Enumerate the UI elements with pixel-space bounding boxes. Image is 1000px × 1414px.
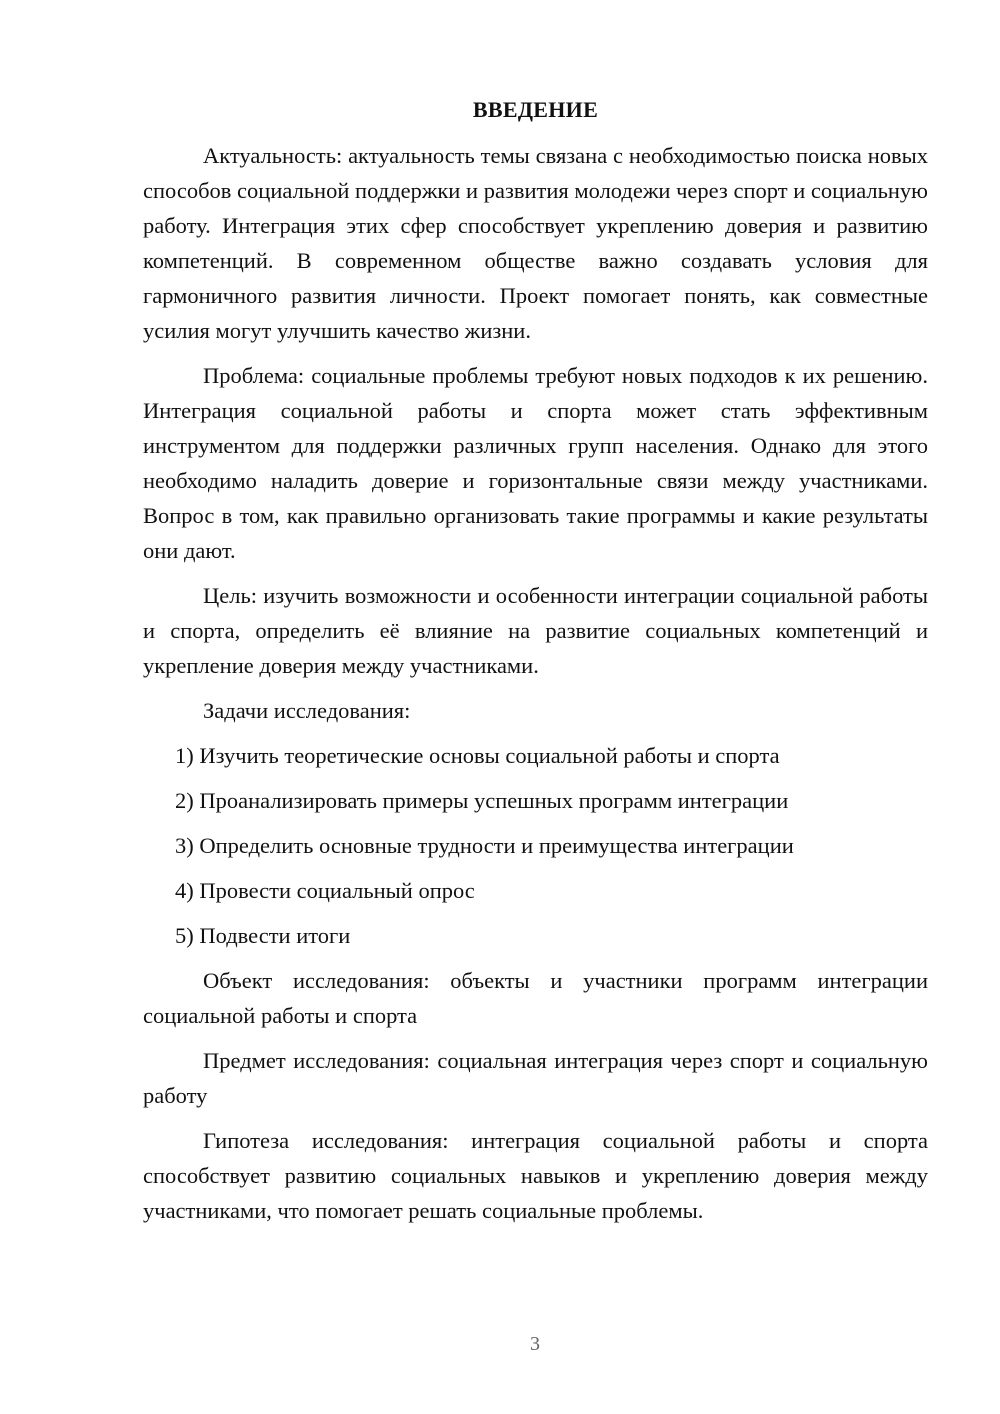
paragraph-relevance: Актуальность: актуальность темы связана с необходимостью поиска новых способов социальной поддержки и развития молодежи через спорт и социальную работу. Интеграция этих сфер способствует укреплению доверия и развитию компетенций. В современном обществе важно создавать условия для гармоничного развития личности. Проект помогает понять, как совместные усилия могут улучшить качество жизни. [143, 143, 928, 343]
paragraph-hypothesis: Гипотеза исследования: интеграция социальной работы и спорта способствует развитию социальных навыков и укреплению доверия между участниками, что помогает решать социальные проблемы. [143, 1128, 928, 1223]
section-title: ВВЕДЕНИЕ [472, 97, 599, 122]
paragraph-subject: Предмет исследования: социальная интеграция через спорт и социальную работу [143, 1048, 928, 1108]
tasks-label: Задачи исследования: [203, 698, 411, 723]
paragraph-goal: Цель: изучить возможности и особенности интеграции социальной работы и спорта, определить её влияние на развитие социальных компетенций и укрепление доверия между участниками. [143, 583, 928, 678]
task-list [143, 738, 928, 953]
task-item: 3) Определить основные трудности и преимущества интеграции [175, 833, 794, 858]
task-item: 2) Проанализировать примеры успешных программ интеграции [175, 788, 789, 813]
page-content [143, 92, 928, 1238]
task-item: 4) Провести социальный опрос [175, 878, 475, 903]
task-item: 1) Изучить теоретические основы социальной работы и спорта [175, 743, 780, 768]
page-number: 3 [530, 1333, 540, 1355]
paragraph-problem: Проблема: социальные проблемы требуют новых подходов к их решению. Интеграция социальной работы и спорта может стать эффективным инструментом для поддержки различных групп населения. Однако для этого необходимо наладить доверие и горизонтальные связи между участниками. Вопрос в том, как правильно организовать такие программы и какие результаты они дают. [143, 363, 928, 563]
paragraph-object: Объект исследования: объекты и участники программ интеграции социальной работы и спорта [143, 968, 928, 1028]
task-item: 5) Подвести итоги [175, 923, 351, 948]
